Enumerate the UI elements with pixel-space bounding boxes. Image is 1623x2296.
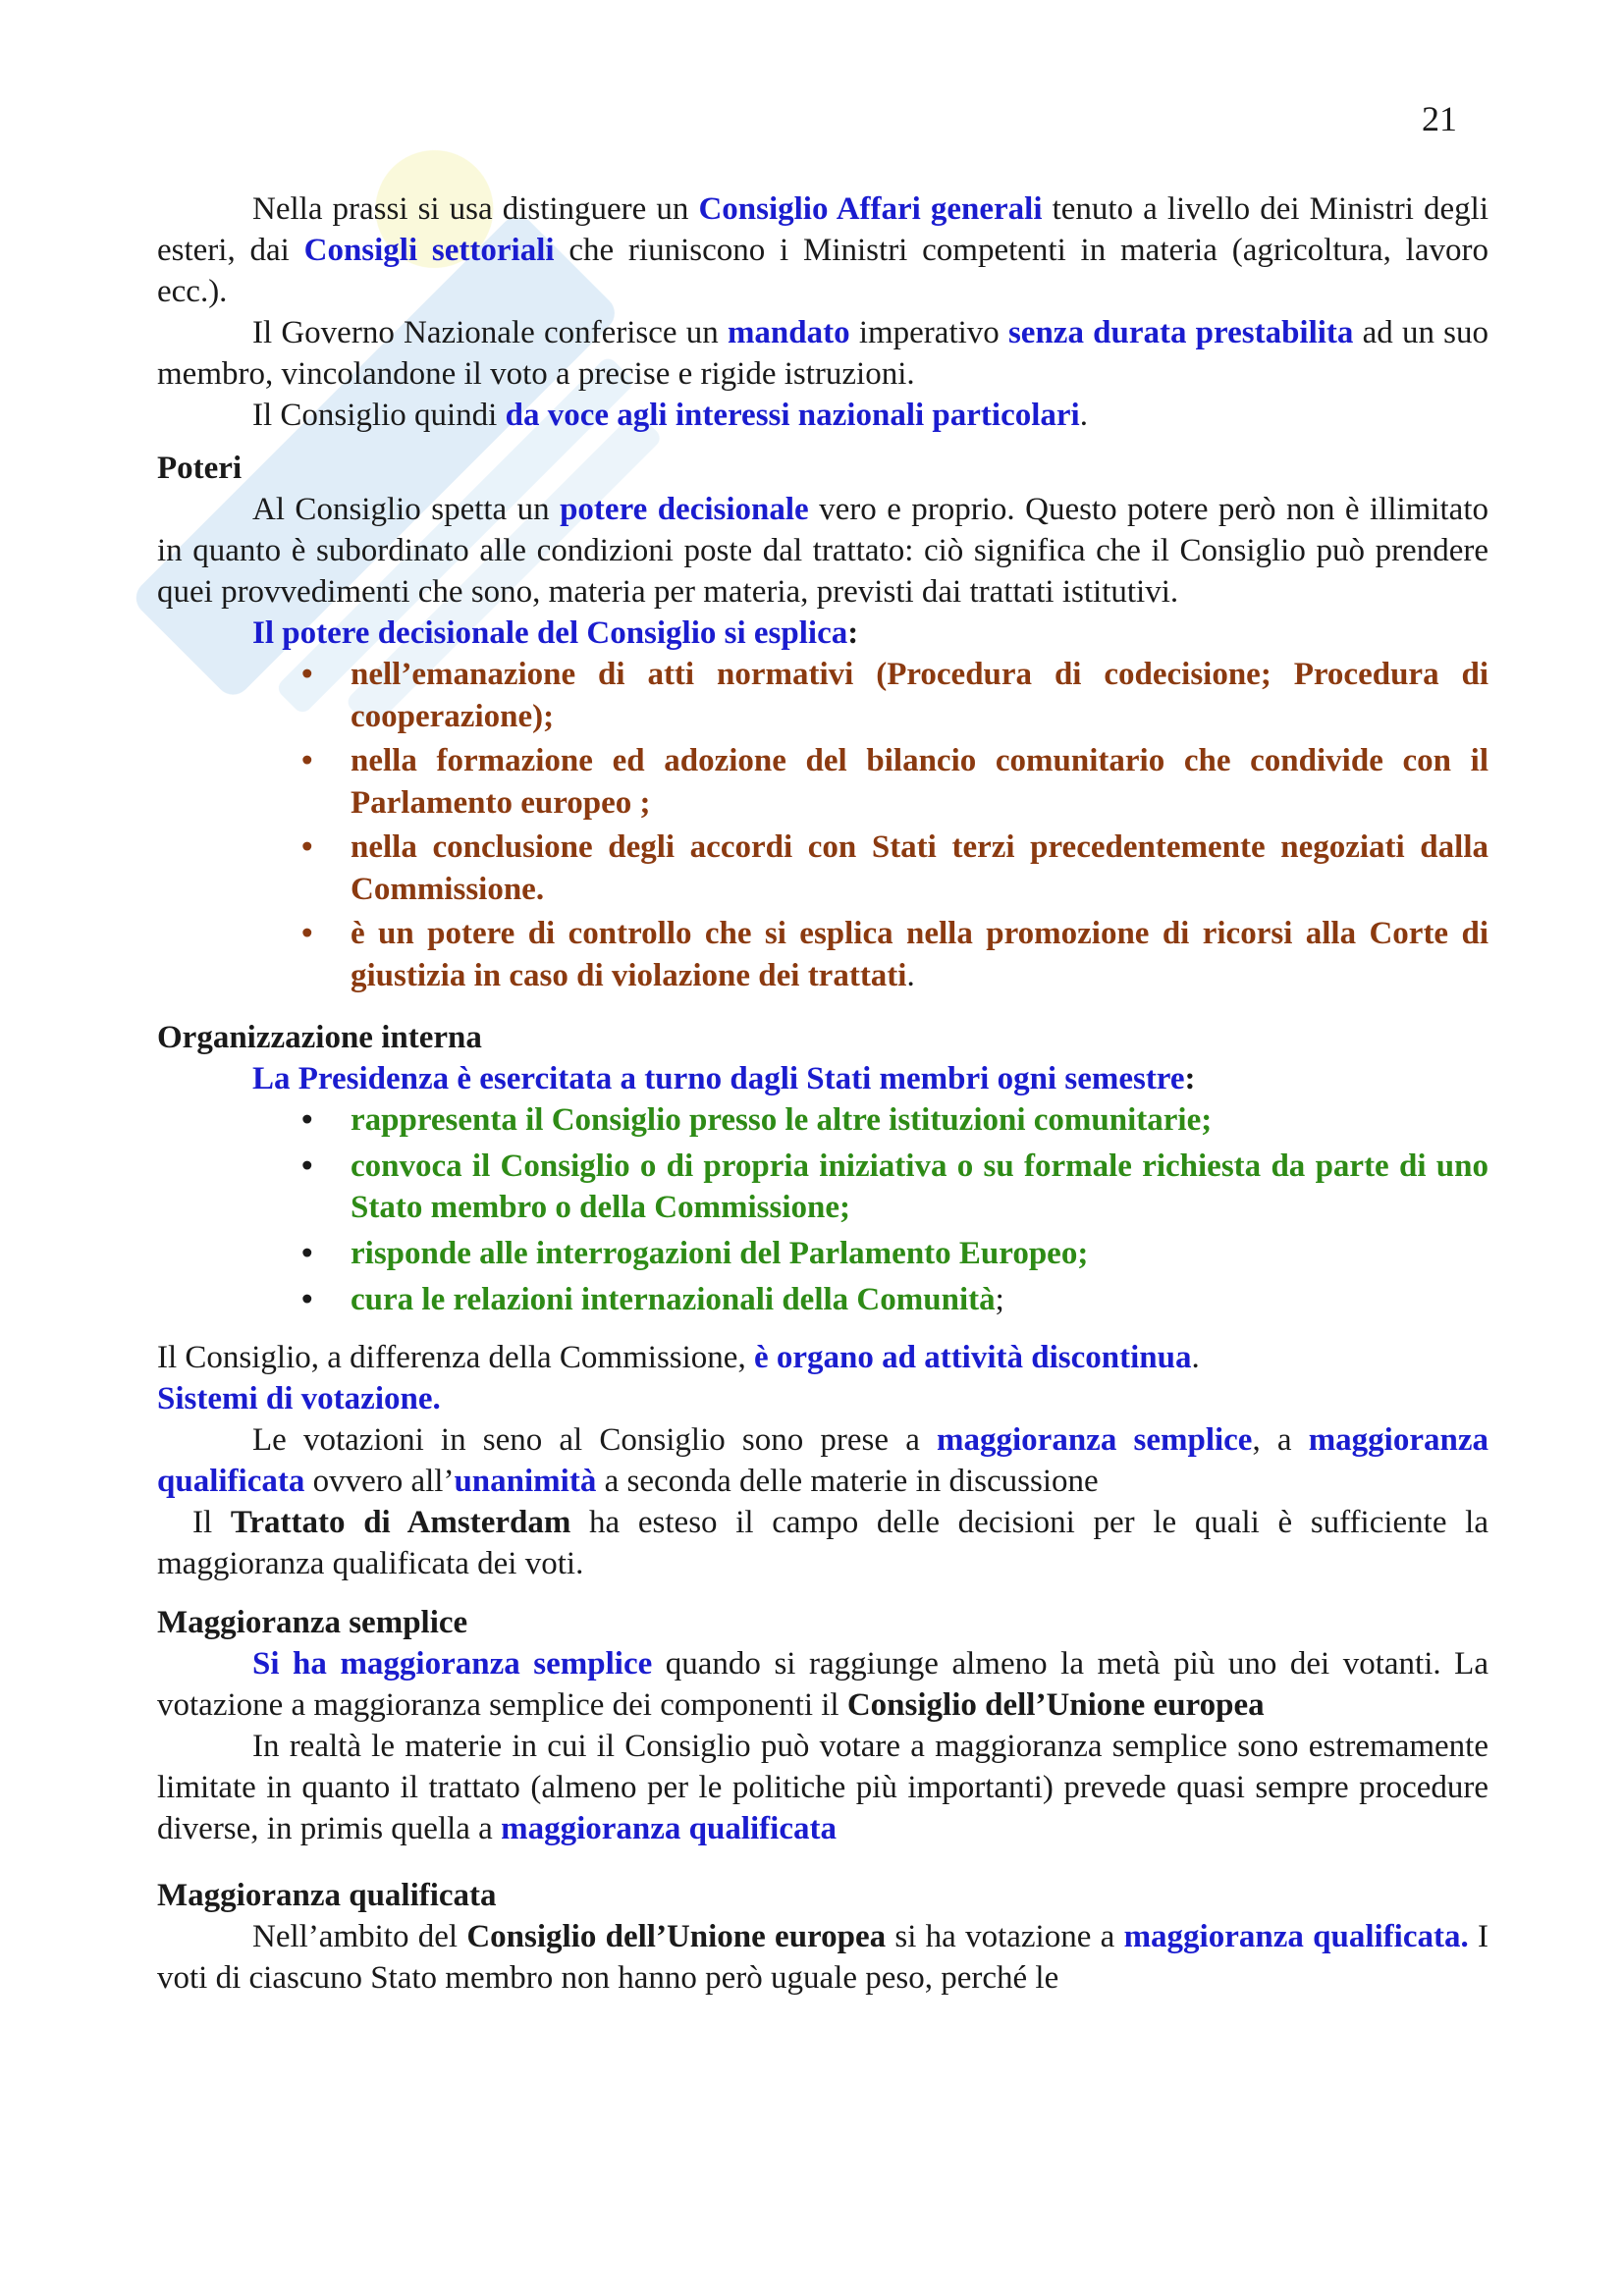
bullet-icon: • (301, 1236, 313, 1271)
paragraph-votazioni: Le votazioni in seno al Consiglio sono prese a maggioranza semplice, a maggioranza qualificata ovvero all’unanimità a seconda delle materie in discussione (157, 1422, 1488, 1499)
page-number: 21 (1422, 99, 1457, 138)
paragraph-materie-limitate: In realtà le materie in cui il Consiglio può votare a maggioranza semplice sono estremamente limitate in quanto il trattato (almeno per le politiche più importanti) prevede quasi sempre procedure diverse, in primis quella a maggioranza qualificata (157, 1729, 1488, 1846)
bullet-icon: • (301, 829, 313, 865)
bullet-icon: • (301, 916, 313, 951)
list-item: • convoca il Consiglio o di propria iniziativa o su formale richiesta da parte di uno Stato membro o della Commissione; (252, 1146, 1488, 1228)
list-item: • cura le relazioni internazionali della Comunità; (252, 1279, 1488, 1320)
list-item: • risponde alle interrogazioni del Parlamento Europeo; (252, 1233, 1488, 1274)
paragraph-maggioranza-semplice: Si ha maggioranza semplice quando si raggiunge almeno la metà più uno dei votanti. La votazione a maggioranza semplice dei componenti il Consiglio dell’Unione europea (157, 1646, 1488, 1723)
paragraph-maggioranza-qualificata: Nell’ambito del Consiglio dell’Unione europea si ha votazione a maggioranza qualificata. I voti di ciascuno Stato membro non hanno però uguale peso, perché le (157, 1919, 1488, 1996)
list-item: • nella formazione ed adozione del bilancio comunitario che condivide con il Parlamento europeo ; (252, 740, 1488, 825)
poteri-list (157, 654, 1488, 997)
heading-maggioranza-qualificata: Maggioranza qualificata (157, 1878, 497, 1913)
heading-maggioranza-semplice: Maggioranza semplice (157, 1605, 468, 1640)
presidenza-intro: La Presidenza è esercitata a turno dagli Stati membri ogni semestre: (252, 1061, 1196, 1096)
bullet-icon: • (301, 657, 313, 692)
heading-sistemi-votazione: Sistemi di votazione. (157, 1381, 441, 1416)
paragraph-consiglio-affari: Nella prassi si usa distinguere un Consiglio Affari generali tenuto a livello dei Ministri degli esteri, dai Consigli settoriali che riuniscono i Ministri competenti in materia (agricoltura, lavoro ecc.). (157, 191, 1488, 309)
bullet-icon: • (301, 1282, 313, 1317)
bullet-icon: • (301, 1102, 313, 1138)
paragraph-interessi-nazionali: Il Consiglio quindi da voce agli interessi nazionali particolari. (252, 398, 1088, 433)
heading-poteri: Poteri (157, 451, 243, 486)
list-item: • nella conclusione degli accordi con Stati terzi precedentemente negoziati dalla Commissione. (252, 827, 1488, 911)
paragraph-potere-decisionale: Al Consiglio spetta un potere decisionale vero e proprio. Questo potere però non è illimitato in quanto è subordinato alle condizioni poste dal trattato: ciò significa che il Consiglio può prendere quei provvedimenti che sono, materia per materia, previsti dai trattati istitutivi. (157, 492, 1488, 610)
list-item: • è un potere di controllo che si esplica nella promozione di ricorsi alla Corte di giustizia in caso di violazione dei trattati. (252, 913, 1488, 997)
paragraph-attivita-discontinua: Il Consiglio, a differenza della Commissione, è organo ad attività discontinua. (157, 1340, 1200, 1375)
bullet-icon: • (301, 1148, 313, 1184)
list-item: • nell’emanazione di atti normativi (Procedura di codecisione; Procedura di cooperazione); (252, 654, 1488, 738)
poteri-list-intro: Il potere decisionale del Consiglio si esplica: (252, 615, 859, 651)
bullet-icon: • (301, 743, 313, 778)
list-item: • rappresenta il Consiglio presso le altre istituzioni comunitarie; (252, 1099, 1488, 1141)
paragraph-trattato-amsterdam: Il Trattato di Amsterdam ha esteso il campo delle decisioni per le quali è sufficiente la maggioranza qualificata dei voti. (157, 1505, 1488, 1581)
paragraph-mandato: Il Governo Nazionale conferisce un mandato imperativo senza durata prestabilita ad un suo membro, vincolandone il voto a precise e rigide istruzioni. (157, 315, 1488, 392)
page-content (157, 188, 1488, 1999)
presidenza-list (157, 1099, 1488, 1320)
heading-organizzazione-interna: Organizzazione interna (157, 1020, 482, 1055)
